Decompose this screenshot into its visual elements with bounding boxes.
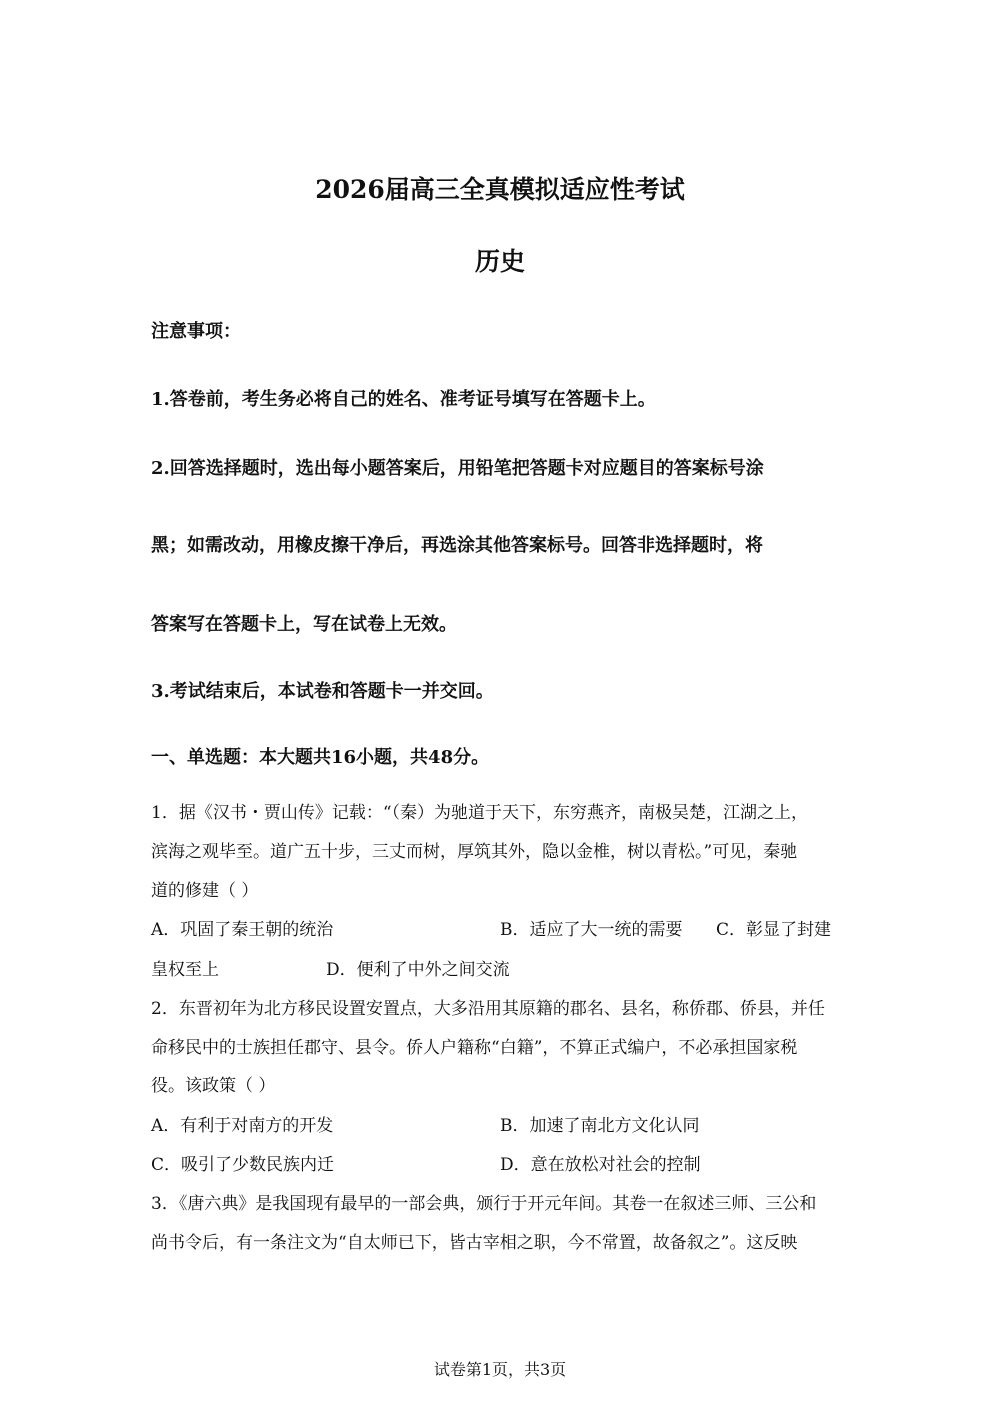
question-1-line-1: 1．据《汉书・贾山传》记载：“（秦）为驰道于天下，东穷燕齐，南极吴楚，江湖之上， — [151, 803, 809, 823]
question-1-option-b: B．适应了大一统的需要 — [500, 920, 683, 940]
question-3-line-2: 尚书令后，有一条注文为“自太师已下，皆古宰相之职，今不常置，故备叙之”。这反映 — [151, 1233, 798, 1253]
notice-item-1: 1.答卷前，考生务必将自己的姓名、准考证号填写在答题卡上。 — [151, 389, 656, 410]
page-footer: 试卷第1页，共3页 — [433, 1360, 567, 1379]
notice-item-2-line-2: 黑；如需改动，用橡皮擦干净后，再选涂其他答案标号。回答非选择题时，将 — [151, 535, 763, 556]
question-2-line-1: 2．东晋初年为北方移民设置安置点，大多沿用其原籍的郡名、县名，称侨郡、侨县，并任 — [151, 999, 825, 1019]
question-1-option-d: D．便利了中外之间交流 — [326, 960, 510, 980]
subject-title: 历史 — [474, 247, 525, 276]
question-2-option-c: C．吸引了少数民族内迁 — [151, 1155, 335, 1175]
question-2-option-b: B．加速了南北方文化认同 — [500, 1116, 700, 1136]
question-1-option-c: C．彰显了封建 — [716, 920, 832, 940]
notice-heading: 注意事项： — [151, 321, 241, 342]
notice-item-2-line-3: 答案写在答题卡上，写在试卷上无效。 — [151, 614, 457, 635]
notice-item-3: 3.考试结束后，本试卷和答题卡一并交回。 — [151, 681, 494, 702]
question-1-line-2: 滨海之观毕至。道广五十步，三丈而树，厚筑其外，隐以金椎，树以青松。”可见，秦驰 — [151, 842, 798, 862]
notice-item-2-line-1: 2.回答选择题时，选出每小题答案后，用铅笔把答题卡对应题目的答案标号涂 — [151, 458, 764, 479]
question-1-option-a: A．巩固了秦王朝的统治 — [151, 920, 334, 940]
question-1-option-c-continued: 皇权至上 — [151, 960, 219, 980]
question-2-option-d: D．意在放松对社会的控制 — [500, 1155, 701, 1175]
question-2-line-2: 命移民中的士族担任郡守、县令。侨人户籍称“白籍”，不算正式编户，不必承担国家税 — [151, 1038, 798, 1058]
question-1-line-3: 道的修建（ ） — [151, 881, 259, 901]
question-3-line-1: 3．《唐六典》是我国现有最早的一部会典，颁行于开元年间。其卷一在叙述三师、三公和 — [151, 1194, 817, 1214]
exam-title: 2026届高三全真模拟适应性考试 — [315, 175, 685, 204]
question-2-option-a: A．有利于对南方的开发 — [151, 1116, 334, 1136]
section-heading: 一、单选题：本大题共16小题，共48分。 — [151, 747, 490, 768]
question-2-line-3: 役。该政策（ ） — [151, 1076, 276, 1096]
